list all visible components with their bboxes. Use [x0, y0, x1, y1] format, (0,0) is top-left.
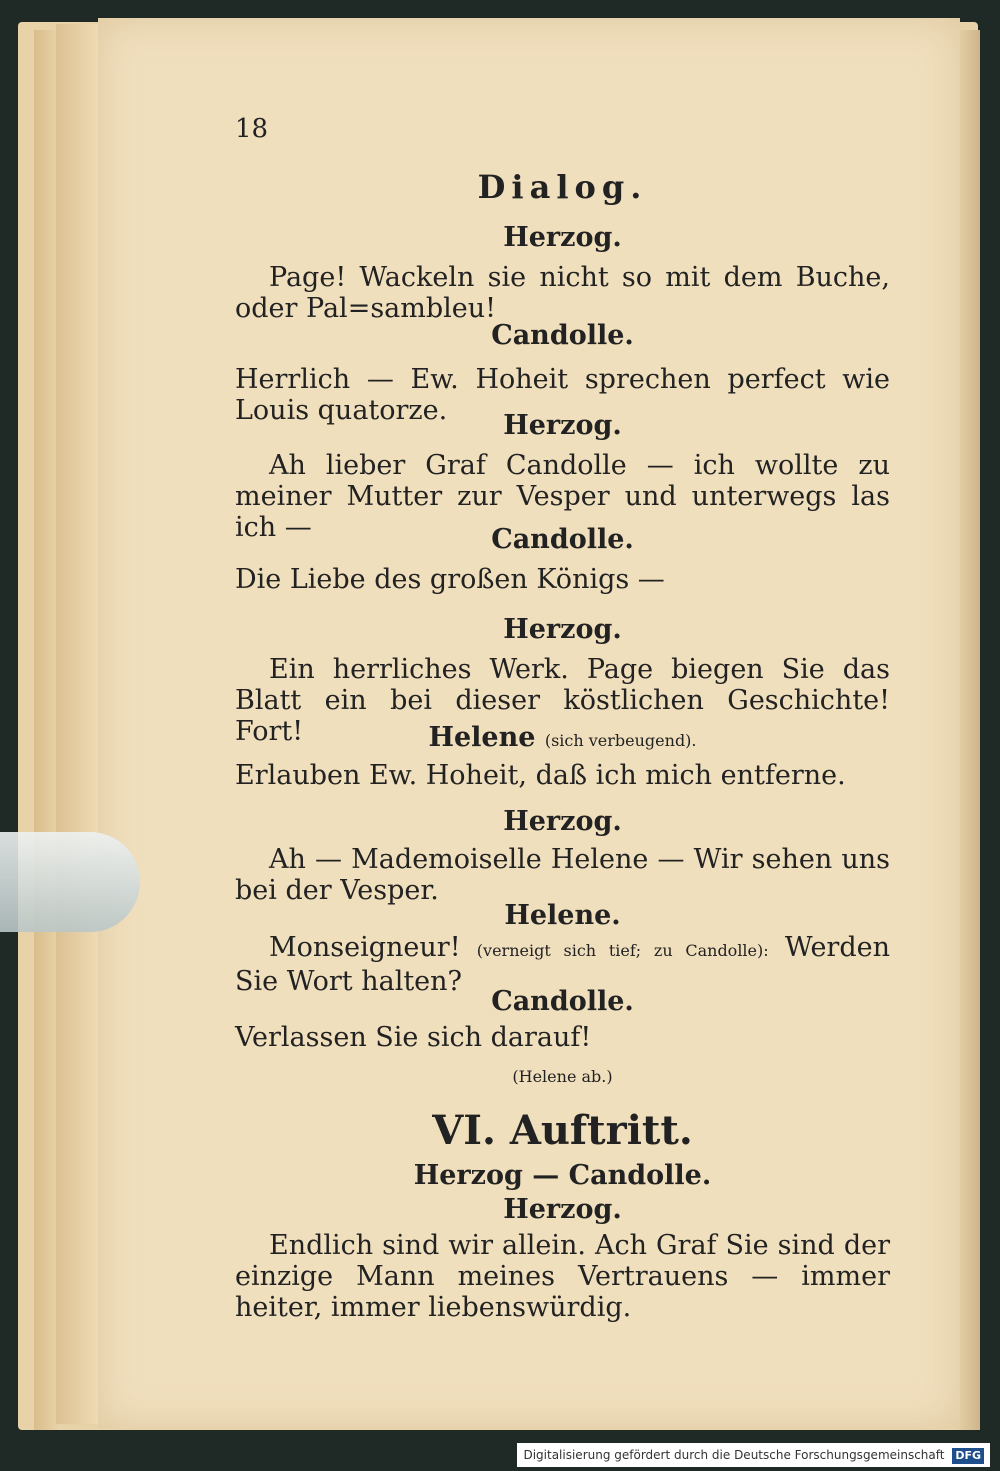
dialogue-line: Page! Wackeln sie nicht so mit dem Buche, oder Pal=sambleu! [235, 262, 890, 324]
speaker-name [235, 722, 890, 756]
footer-text: Digitalisierung gefördert durch die Deutsche Forschungsgemeinschaft [523, 1448, 945, 1462]
dialogue-line: Ah lieber Graf Candolle — ich wollte zu meiner Mutter zur Vesper und unterwegs las ich — [235, 450, 890, 543]
speaker-name: Herzog. [503, 614, 622, 645]
speaker-name: Helene. [504, 900, 621, 931]
dialogue-line: Die Liebe des großen Königs — [235, 564, 665, 595]
bookmark-clip [0, 832, 140, 932]
dialogue-part: Werden Sie Wort halten? [235, 932, 890, 997]
page-edge-left-inner [56, 24, 100, 1424]
scene-cast: Herzog — Candolle. [413, 1160, 712, 1191]
dialogue-line: Ah — Mademoiselle Helene — Wir sehen uns bei der Vesper. [235, 844, 890, 906]
speaker-name: Candolle. [491, 524, 634, 555]
dialogue-line: Ein herrliches Werk. Page biegen Sie das Blatt ein bei dieser köstlichen Geschichte! Fort! [235, 654, 890, 747]
dialogue-part: Monseigneur! [269, 932, 461, 963]
dfg-logo-icon: DFG [952, 1448, 984, 1464]
speaker-name: Herzog. [503, 1194, 622, 1225]
page-number: 18 [235, 114, 269, 144]
section-title: Dialog. [477, 168, 648, 206]
stage-direction: (Helene ab.) [512, 1067, 613, 1086]
dialogue-line: Verlassen Sie sich darauf! [235, 1022, 592, 1053]
speaker-name: Herzog. [503, 410, 622, 441]
dialogue-line: Endlich sind wir allein. Ach Graf Sie sind der einzige Mann meines Vertrauens — immer heiter, immer liebenswürdig. [235, 1230, 890, 1323]
speaker-name: Herzog. [503, 222, 622, 253]
dialogue-line: Herrlich — Ew. Hoheit sprechen perfect wie Louis quatorze. [235, 364, 890, 426]
footer-credit [517, 1443, 990, 1467]
stage-direction: (verneigt sich tief; zu Candolle): [476, 941, 769, 960]
speaker-name: Candolle. [491, 986, 634, 1017]
dialogue-line: Erlauben Ew. Hoheit, daß ich mich entferne. [235, 760, 846, 791]
stage-direction: (sich verbeugend). [544, 731, 697, 750]
speaker-name: Herzog. [503, 806, 622, 837]
scene-title: VI. Auftritt. [432, 1107, 693, 1154]
speaker-name: Candolle. [491, 320, 634, 351]
speaker-label: Helene [428, 722, 536, 753]
